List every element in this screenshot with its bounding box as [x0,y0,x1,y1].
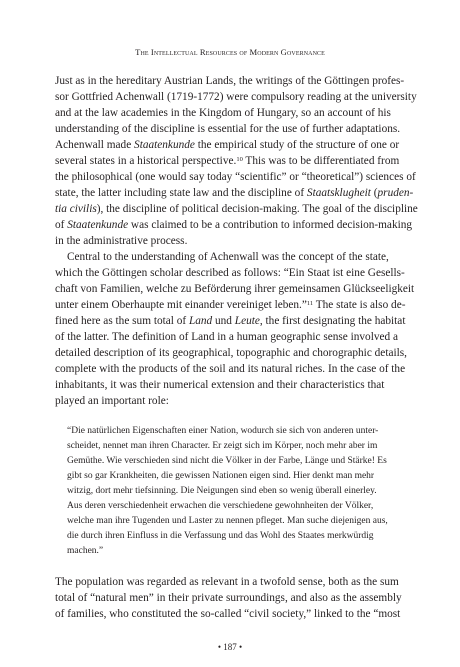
body-text: was claimed to be a contribution to informed decision-making [128,219,413,231]
body-text-line: sor Gottfried Achenwall (1719-1772) were compulsory reading at the university [55,91,417,103]
italic-term: Leute [234,315,260,327]
block-quote-line: Gemüthe. Wie verschieden sind nicht die Völker in der Farbe, Länge und Stärke! Es [67,456,387,466]
body-text-line: of families, who constituted the so-called “civil society,” linked to the “most [55,608,401,620]
body-text-line: chaft von Familien, welche zu Beförderung ihrer gemeinsamen Glückseeligkeit [55,283,415,295]
block-quote-line: die durch ihren Einfluss in die Verfassung und das Wohl des Staates merkwürdig [67,531,374,541]
body-text: The state is also de- [313,299,406,311]
body-text: unter einem Oberhaupte mit einander vereiniget leben.” [55,299,307,311]
body-text-line: understanding of the discipline is essential for the use of further adaptations. [55,123,401,135]
italic-term: tia civilis [55,203,97,215]
footnote-ref-11: 11 [306,300,314,307]
body-text-line [55,204,418,215]
body-text: , the first designating the habitat [259,315,406,327]
body-text: the empirical study of the structure of one or [194,139,400,151]
body-text-line: detailed description of its geographical, topographic and chorographic details, [55,347,407,359]
italic-term: Staatsklugheit [306,187,371,199]
body-text-line: which the Göttingen scholar described as follows: “Ein Staat ist eine Gesells- [55,267,405,279]
body-text-line: total of “natural men” in their private surroundings, and also as the assembly [55,592,402,604]
body-text-line [55,316,405,327]
italic-term: pruden- [377,187,414,199]
body-text-line [55,300,405,311]
running-head: The Intellectual Resources of Modern Governance [135,47,325,57]
body-text: of [55,219,68,231]
body-text: Achenwall made [55,139,135,151]
body-text: ), the discipline of political decision-making. The goal of the discipline [96,203,418,215]
block-quote-line: Aus deren verschiedenheit erwachen die verschiedene gewohnheiten der Völker, [67,501,374,511]
body-text: ( [370,187,378,199]
block-quote-line: “Die natürlichen Eigenschaften einer Nation, wodurch sie sich von anderen unter- [67,426,379,436]
body-text-line: the philosophical (one would say today “scientific” or “theoretical”) sciences of [55,171,416,183]
italic-term: Land [188,315,213,327]
block-quote-line: scheidet, nennet man ihren Character. Er zeigt sich im Körper, noch mehr aber im [67,441,378,451]
body-text-line: and at the law academies in the Kingdom of Hungary, so an account of his [55,107,391,119]
body-text: several states in a historical perspective. [55,155,237,167]
body-text-line: in the administrative process. [55,235,188,247]
body-text-line: played an important role: [55,395,169,407]
body-text: fined here as the sum total of [55,315,189,327]
body-text-line [55,156,399,167]
body-text-line [55,140,399,151]
block-quote-line: machen.” [67,546,104,556]
body-text-line: complete with the products of the soil and its natural riches. In the case of the [55,363,406,375]
body-text-line: inhabitants, it was their numerical extension and their characteristics that [55,379,385,391]
body-text-line: of the latter. The definition of Land in a human geographic sense involved a [55,331,398,343]
block-quote-line: witzig, dort mehr tiefsinning. Die Neigungen sind eben so wenig überall einerley. [67,486,377,496]
body-text: und [212,315,235,327]
block-quote-line: gibt so gar Krankheiten, die gewissen Nationen eigen sind. Hier denkt man mehr [67,471,375,481]
body-text-line: The population was regarded as relevant in a twofold sense, both as the sum [55,576,399,588]
body-text: This was to be differentiated from [242,155,400,167]
body-text-line [55,188,413,199]
block-quote-line: welche man ihre Tugenden und Laster zu nennen pfleget. Man suche diejenigen aus, [67,516,388,526]
italic-term: Staatenkunde [67,219,129,231]
body-text-line [55,220,412,231]
body-text-line: Just as in the hereditary Austrian Lands, the writings of the Göttingen profes- [55,75,405,87]
page-number: • 187 • [217,642,243,652]
body-text-line: Central to the understanding of Achenwall was the concept of the state, [67,251,389,263]
body-text: state, the latter including state law and the discipline of [55,187,307,199]
footnote-ref-10: 10 [236,156,243,163]
italic-term: Staatenkunde [134,139,195,151]
